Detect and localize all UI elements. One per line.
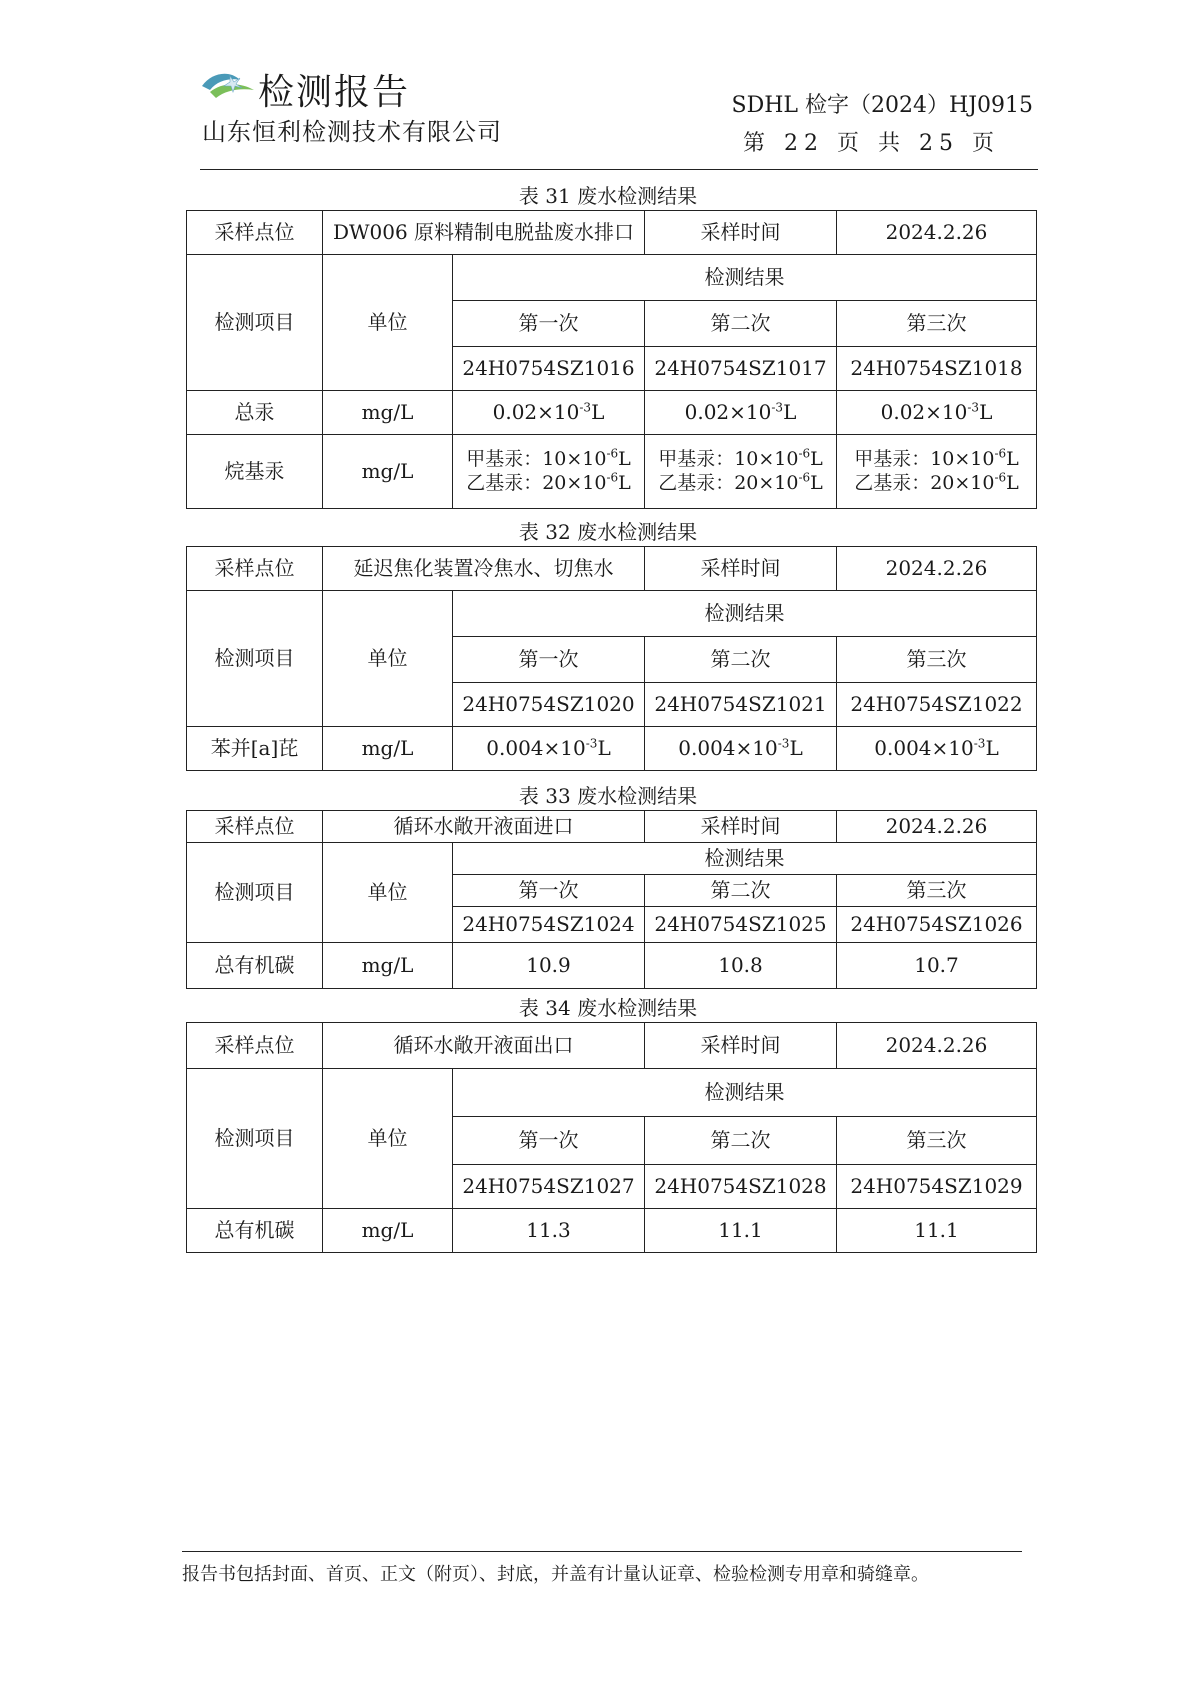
unit-value: mg/L bbox=[323, 727, 453, 771]
result-value: 11.1 bbox=[837, 1209, 1037, 1253]
unit-label: 单位 bbox=[323, 255, 453, 391]
result-table-31 bbox=[186, 210, 1037, 509]
unit-value: mg/L bbox=[323, 943, 453, 989]
sample-id: 24H0754SZ1029 bbox=[837, 1165, 1037, 1209]
item-name: 总有机碳 bbox=[187, 1209, 323, 1253]
table-row bbox=[187, 1209, 1037, 1253]
round-first: 第一次 bbox=[453, 637, 645, 683]
round-first: 第一次 bbox=[453, 1117, 645, 1165]
site-value: DW006 原料精制电脱盐废水排口 bbox=[323, 211, 645, 255]
report-title: 检测报告 bbox=[258, 72, 411, 113]
time-value: 2024.2.26 bbox=[837, 1023, 1037, 1069]
time-label: 采样时间 bbox=[645, 1023, 837, 1069]
sample-id: 24H0754SZ1021 bbox=[645, 683, 837, 727]
sample-id: 24H0754SZ1026 bbox=[837, 907, 1037, 943]
unit-value: mg/L bbox=[323, 391, 453, 435]
sample-id: 24H0754SZ1020 bbox=[453, 683, 645, 727]
result-value: $0.02\times 10^{-3}L$ bbox=[453, 391, 645, 435]
result-label: 检测结果 bbox=[453, 255, 1037, 301]
round-second: 第二次 bbox=[645, 301, 837, 347]
header-divider bbox=[200, 169, 1038, 170]
page-number: 第 22 页 共 25 页 bbox=[743, 131, 1000, 156]
footer-note: 报告书包括封面、首页、正文（附页）、封底，并盖有计量认证章、检验检测专用章和骑缝章。 bbox=[182, 1564, 929, 1585]
result-value: 甲基汞：$10\times 10^{-6}L$ 乙基汞：$20\times 10^{-6}L$ bbox=[453, 435, 645, 509]
unit-label: 单位 bbox=[323, 1069, 453, 1209]
site-label: 采样点位 bbox=[187, 547, 323, 591]
result-value: $0.004\times 10^{-3}L$ bbox=[645, 727, 837, 771]
site-label: 采样点位 bbox=[187, 1023, 323, 1069]
result-value: 甲基汞：$10\times 10^{-6}L$ 乙基汞：$20\times 10^{-6}L$ bbox=[645, 435, 837, 509]
time-label: 采样时间 bbox=[645, 547, 837, 591]
site-label: 采样点位 bbox=[187, 811, 323, 843]
unit-value: mg/L bbox=[323, 435, 453, 509]
item-label: 检测项目 bbox=[187, 591, 323, 727]
round-first: 第一次 bbox=[453, 301, 645, 347]
company-logo bbox=[200, 68, 258, 102]
time-value: 2024.2.26 bbox=[837, 211, 1037, 255]
result-table-33 bbox=[186, 810, 1037, 989]
table-caption: 表 31 废水检测结果 bbox=[518, 184, 698, 208]
sample-id: 24H0754SZ1027 bbox=[453, 1165, 645, 1209]
time-label: 采样时间 bbox=[645, 811, 837, 843]
sample-id: 24H0754SZ1025 bbox=[645, 907, 837, 943]
footer-divider bbox=[182, 1551, 1022, 1552]
result-value: 10.9 bbox=[453, 943, 645, 989]
site-value: 循环水敞开液面进口 bbox=[323, 811, 645, 843]
result-value: 10.8 bbox=[645, 943, 837, 989]
sample-id: 24H0754SZ1017 bbox=[645, 347, 837, 391]
round-third: 第三次 bbox=[837, 637, 1037, 683]
result-label: 检测结果 bbox=[453, 843, 1037, 875]
result-value: $0.004\times 10^{-3}L$ bbox=[837, 727, 1037, 771]
sample-id: 24H0754SZ1024 bbox=[453, 907, 645, 943]
result-value: $0.004\times 10^{-3}L$ bbox=[453, 727, 645, 771]
result-value: 10.7 bbox=[837, 943, 1037, 989]
round-third: 第三次 bbox=[837, 1117, 1037, 1165]
result-table-34 bbox=[186, 1022, 1037, 1253]
table-row bbox=[187, 727, 1037, 771]
item-label: 检测项目 bbox=[187, 255, 323, 391]
time-value: 2024.2.26 bbox=[837, 547, 1037, 591]
sample-id: 24H0754SZ1018 bbox=[837, 347, 1037, 391]
unit-label: 单位 bbox=[323, 591, 453, 727]
table-caption: 表 32 废水检测结果 bbox=[518, 520, 698, 544]
table-caption: 表 33 废水检测结果 bbox=[518, 784, 698, 808]
sample-id: 24H0754SZ1016 bbox=[453, 347, 645, 391]
round-second: 第二次 bbox=[645, 637, 837, 683]
company-name: 山东恒利检测技术有限公司 bbox=[202, 118, 502, 146]
table-row bbox=[187, 435, 1037, 509]
item-name: 苯并[a]芘 bbox=[187, 727, 323, 771]
sample-id: 24H0754SZ1028 bbox=[645, 1165, 837, 1209]
result-table-32 bbox=[186, 546, 1037, 771]
round-third: 第三次 bbox=[837, 301, 1037, 347]
item-label: 检测项目 bbox=[187, 1069, 323, 1209]
result-value: 甲基汞：$10\times 10^{-6}L$ 乙基汞：$20\times 10^{-6}L$ bbox=[837, 435, 1037, 509]
result-value: $0.02\times 10^{-3}L$ bbox=[645, 391, 837, 435]
table-caption: 表 34 废水检测结果 bbox=[518, 996, 698, 1020]
sample-id: 24H0754SZ1022 bbox=[837, 683, 1037, 727]
result-value: 11.1 bbox=[645, 1209, 837, 1253]
result-value: $0.02\times 10^{-3}L$ bbox=[837, 391, 1037, 435]
item-name: 烷基汞 bbox=[187, 435, 323, 509]
round-second: 第二次 bbox=[645, 875, 837, 907]
table-row bbox=[187, 391, 1037, 435]
time-label: 采样时间 bbox=[645, 211, 837, 255]
result-label: 检测结果 bbox=[453, 1069, 1037, 1117]
item-name: 总有机碳 bbox=[187, 943, 323, 989]
unit-label: 单位 bbox=[323, 843, 453, 943]
result-value: 11.3 bbox=[453, 1209, 645, 1253]
site-value: 延迟焦化装置冷焦水、切焦水 bbox=[323, 547, 645, 591]
report-number: SDHL 检字（2024）HJ0915 bbox=[731, 93, 1033, 118]
item-name: 总汞 bbox=[187, 391, 323, 435]
round-third: 第三次 bbox=[837, 875, 1037, 907]
table-row bbox=[187, 943, 1037, 989]
site-value: 循环水敞开液面出口 bbox=[323, 1023, 645, 1069]
unit-value: mg/L bbox=[323, 1209, 453, 1253]
time-value: 2024.2.26 bbox=[837, 811, 1037, 843]
round-second: 第二次 bbox=[645, 1117, 837, 1165]
round-first: 第一次 bbox=[453, 875, 645, 907]
site-label: 采样点位 bbox=[187, 211, 323, 255]
result-label: 检测结果 bbox=[453, 591, 1037, 637]
item-label: 检测项目 bbox=[187, 843, 323, 943]
